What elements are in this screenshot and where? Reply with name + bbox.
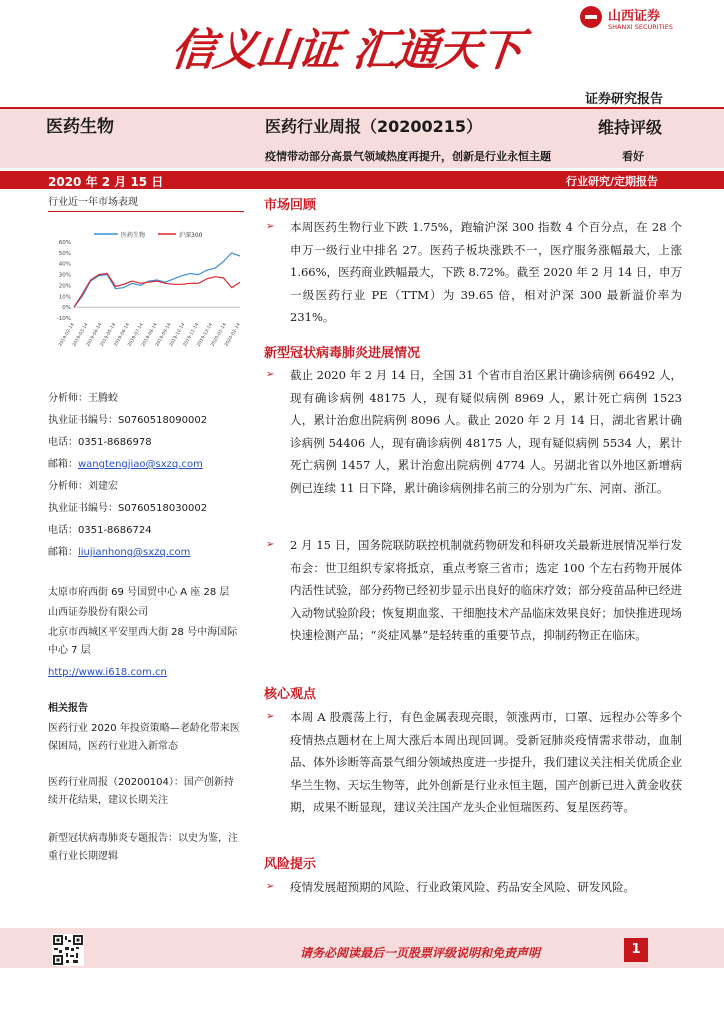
paragraph-market-review: ➢ 本周医药生物行业下跌 1.75%，跑输沪深 300 指数 4 个百分点，在 28 个申万一级行业中排名 27。医药子板块涨跌不一，医疗服务涨幅最大，上涨 1.66%，医药商业跌幅最大，下跌 8.72%。截至 2020 年 2 月 14 日，申万一级医药行业 PE（TTM）为 39.65 倍，相对沪深 300 最新溢价率为 231%。	[266, 216, 682, 329]
qr-code-icon	[52, 934, 84, 966]
x-tick-label: 2020-01-14	[210, 322, 228, 348]
report-category: 行业研究/定期报告	[566, 175, 659, 188]
bullet-icon: ➢	[266, 881, 275, 892]
related-report-3[interactable]: 新型冠状病毒肺炎专题报告：以史为鉴，注重行业长期逻辑	[48, 833, 238, 862]
x-tick-label: 2019-06-14	[113, 322, 132, 348]
analyst-1-name: 分析师：王腾蛟	[48, 393, 118, 404]
y-tick-label: 10%	[58, 294, 71, 301]
y-tick-label: 0%	[62, 305, 71, 312]
bullet-icon: ➢	[266, 221, 275, 232]
x-tick-label: 2019-11-14	[182, 322, 201, 348]
y-tick-label: 40%	[58, 261, 71, 268]
page-number: 1	[624, 938, 648, 962]
section-title-market-review: 市场回顾	[264, 198, 317, 213]
analyst-1-phone: 电话：0351-8686978	[48, 437, 152, 448]
analyst-2-email-row: 邮箱：liujianhong@sxzq.com	[48, 547, 191, 558]
rating-stance: 看好	[622, 150, 644, 163]
analyst-2-cert: 执业证书编号：S0760518030002	[48, 503, 208, 514]
legend-label-index: 沪深300	[179, 232, 203, 239]
series-line-index	[74, 274, 240, 308]
x-tick-label: 2019-05-14	[99, 322, 118, 348]
related-report-2[interactable]: 医药行业周报（20200104）：国产创新持续开花结果，建议长期关注	[48, 777, 234, 806]
report-type: 证券研究报告	[585, 92, 664, 107]
section-title-risk: 风险提示	[264, 857, 317, 872]
analyst-2-email-link[interactable]: liujianhong@sxzq.com	[78, 547, 191, 558]
slogan: 信义山证 汇通天下	[168, 25, 524, 76]
x-tick-label: 2019-08-14	[141, 322, 159, 348]
industry-name: 医药生物	[46, 117, 114, 137]
paragraph-risk: ➢ 疫情发展超预期的风险、行业政策风险、药品安全风险、研发风险。	[266, 876, 682, 899]
x-tick-label: 2019-02-14	[58, 322, 76, 348]
x-tick-label: 2019-03-14	[72, 322, 90, 348]
company-name: 山西证券股份有限公司	[48, 607, 148, 618]
related-report-1[interactable]: 医药行业 2020 年投资策略—老龄化带来医保困局，医药行业进入新常态	[48, 723, 240, 752]
x-tick-label: 2019-10-14	[168, 322, 187, 348]
report-subtitle: 疫情带动部分高景气领域热度再提升，创新是行业永恒主题	[265, 150, 551, 163]
bullet-icon: ➢	[266, 369, 275, 380]
paragraph-covid-cases: ➢ 截止 2020 年 2 月 14 日，全国 31 个省市自治区累计确诊病例 66492 人，现有确诊病例 48175 人，现有疑似病例 8969 人，累计死亡病例 1523 人，累计治愈出院病例 8096 人。截止 2020 年 2 月 14 日，湖北省累计确诊病例 54406 人，现有确诊病例 48175 人，现有疑似病例 5534 人，累计死亡病例 1457 人，累计治愈出院病例 4774 人。另湖北省以外地区新增病例已连续 11 日下降，累计确诊病例排名前三的分别为广东、河南、浙江。	[266, 364, 682, 500]
related-reports-title: 相关报告	[48, 703, 88, 714]
x-tick-label: 2019-09-14	[155, 322, 173, 348]
market-performance-chart	[48, 212, 248, 368]
y-tick-label: -10%	[56, 316, 71, 322]
y-tick-label: 30%	[58, 272, 71, 279]
y-tick-label: 50%	[58, 250, 71, 257]
legend-label-industry: 医药生物	[121, 232, 146, 239]
report-date: 2020 年 2 月 15 日	[48, 175, 164, 189]
disclaimer-text: 请务必阅读最后一页股票评级说明和免责声明	[300, 946, 541, 960]
company-logo-icon	[580, 6, 602, 28]
address-taiyuan: 太原市府西街 69 号国贸中心 A 座 28 层	[48, 587, 230, 598]
x-tick-label: 2019-04-14	[85, 322, 104, 348]
chart-title: 行业近一年市场表现	[48, 197, 138, 208]
chart-svg	[48, 212, 248, 368]
website-link[interactable]: http://www.i618.com.cn	[48, 667, 167, 678]
paragraph-core-views: ➢ 本周 A 股震荡上行，有色金属表现亮眼，领涨两市，口罩、远程办公等多个疫情热点题材在上周大涨后本周出现回调。受新冠肺炎疫情需求带动，血制品、体外诊断等高景气细分领域热度进一步提升，我们建议关注相关优质企业华兰生物、天坛生物等，此外创新是行业永恒主题，国产创新已进入黄金收获期，成果不断显现，建议关注国产龙头企业恒瑞医药、复星医药等。	[266, 706, 682, 819]
bullet-icon: ➢	[266, 711, 275, 722]
y-tick-label: 60%	[58, 240, 71, 246]
analyst-1-email-link[interactable]: wangtengjiao@sxzq.com	[78, 459, 203, 470]
x-tick-label: 2019-12-14	[196, 322, 215, 348]
analyst-2-name: 分析师：刘建宏	[48, 481, 118, 492]
y-tick-label: 20%	[58, 283, 71, 290]
paragraph-covid-press: ➢ 2 月 15 日，国务院联防联控机制就药物研发和科研攻关最新进展情况举行发布会：世卫组织专家将抵京，重点考察三省市；选定 100 个左右药物开展体内活性试验，部分药物已经初步显示出良好的临床疗效；部分疫苗品种已经进入动物试验阶段；恢复期血浆、干细胞技术产品临床效果良好；加快推进现场快速检测产品；“炎症风暴”是轻转重的重要节点，抑制药物正在临床。	[266, 534, 682, 647]
x-tick-label: 2020-02-14	[224, 322, 242, 348]
section-title-covid-progress: 新型冠状病毒肺炎进展情况	[264, 346, 421, 361]
series-line-industry	[74, 253, 240, 307]
bullet-icon: ➢	[266, 539, 275, 550]
logo-name: 山西证券	[608, 9, 661, 24]
section-title-core-views: 核心观点	[264, 687, 317, 702]
analyst-2-phone: 电话：0351-8686724	[48, 525, 152, 536]
analyst-1-cert: 执业证书编号：S0760518090002	[48, 415, 208, 426]
chart-legend	[94, 231, 203, 239]
rating: 维持评级	[598, 118, 663, 137]
analyst-1-email-row: 邮箱：wangtengjiao@sxzq.com	[48, 459, 203, 470]
logo-english: SHANXI SECURITIES	[608, 23, 673, 31]
address-beijing: 北京市西城区平安里西大街 28 号中海国际中心 7 层	[48, 627, 238, 656]
x-tick-label: 2019-07-14	[127, 322, 145, 348]
report-title: 医药行业周报（20200215）	[265, 117, 483, 136]
